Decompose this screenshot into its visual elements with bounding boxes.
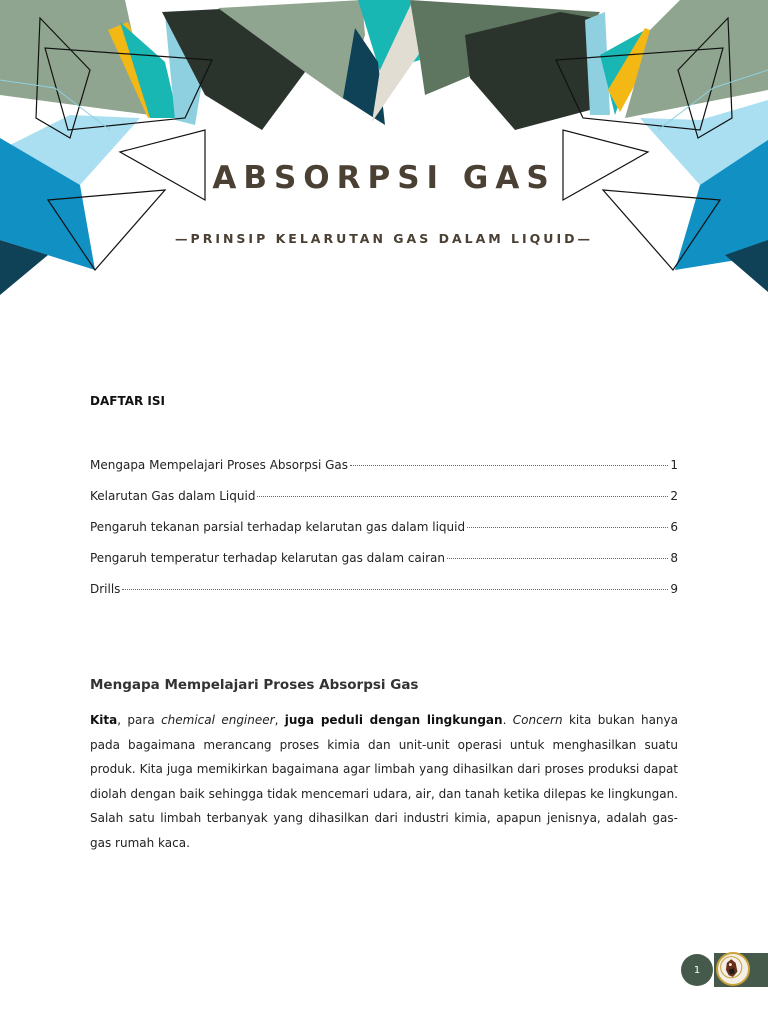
- plain-text: ,: [274, 713, 285, 727]
- table-of-contents: [90, 458, 678, 613]
- plain-text: , para: [117, 713, 162, 727]
- header-geometric-art: [0, 0, 768, 300]
- toc-entry-text: Pengaruh tekanan parsial terhadap kelarutan gas dalam liquid: [90, 520, 466, 534]
- toc-entry-page: 9: [670, 582, 678, 596]
- toc-leader-dots: [257, 496, 668, 497]
- toc-entry-text: Kelarutan Gas dalam Liquid: [90, 489, 256, 503]
- toc-leader-dots: [122, 589, 668, 590]
- document-subtitle: —PRINSIP KELARUTAN GAS DALAM LIQUID—: [175, 231, 593, 246]
- toc-entry-text: Drills: [90, 582, 121, 596]
- page-number-badge: 1: [681, 954, 713, 986]
- toc-heading: DAFTAR ISI: [90, 394, 165, 408]
- body-paragraph: [90, 708, 678, 855]
- university-logo-icon: [716, 952, 750, 986]
- italic-text: chemical engineer: [161, 713, 275, 727]
- document-title: ABSORPSI GAS: [212, 160, 556, 196]
- toc-leader-dots: [467, 527, 668, 528]
- toc-entry[interactable]: [90, 489, 678, 520]
- toc-entry-page: 8: [670, 551, 678, 565]
- bold-text: juga peduli dengan lingkungan: [284, 713, 503, 727]
- toc-entry-page: 1: [670, 458, 678, 472]
- bold-text: Kita: [90, 713, 118, 727]
- section-heading: Mengapa Mempelajari Proses Absorpsi Gas: [90, 677, 419, 693]
- toc-entry[interactable]: [90, 458, 678, 489]
- toc-entry[interactable]: [90, 582, 678, 613]
- toc-entry[interactable]: [90, 551, 678, 582]
- toc-entry-text: Mengapa Mempelajari Proses Absorpsi Gas: [90, 458, 348, 472]
- plain-text: .: [502, 713, 513, 727]
- toc-entry-page: 6: [670, 520, 678, 534]
- toc-leader-dots: [447, 558, 668, 559]
- italic-text: Concern: [512, 713, 563, 727]
- toc-entry-page: 2: [670, 489, 678, 503]
- plain-text: kita bukan hanya pada bagaimana merancang proses kimia dan unit-unit operasi untuk menghasilkan suatu produk. Kita juga memikirkan bagaimana agar limbah yang dihasilkan dari proses produksi dapat diolah dengan baik sehingga tidak mencemari udara, air, dan tanah ketika dilepas ke lingkungan. Salah satu limbah terbanyak yang dihasilkan dari industri kimia, apapun jenisnya, adalah gas-gas rumah kaca.: [90, 713, 678, 850]
- toc-entry[interactable]: [90, 520, 678, 551]
- toc-entry-text: Pengaruh temperatur terhadap kelarutan gas dalam cairan: [90, 551, 446, 565]
- toc-leader-dots: [350, 465, 668, 466]
